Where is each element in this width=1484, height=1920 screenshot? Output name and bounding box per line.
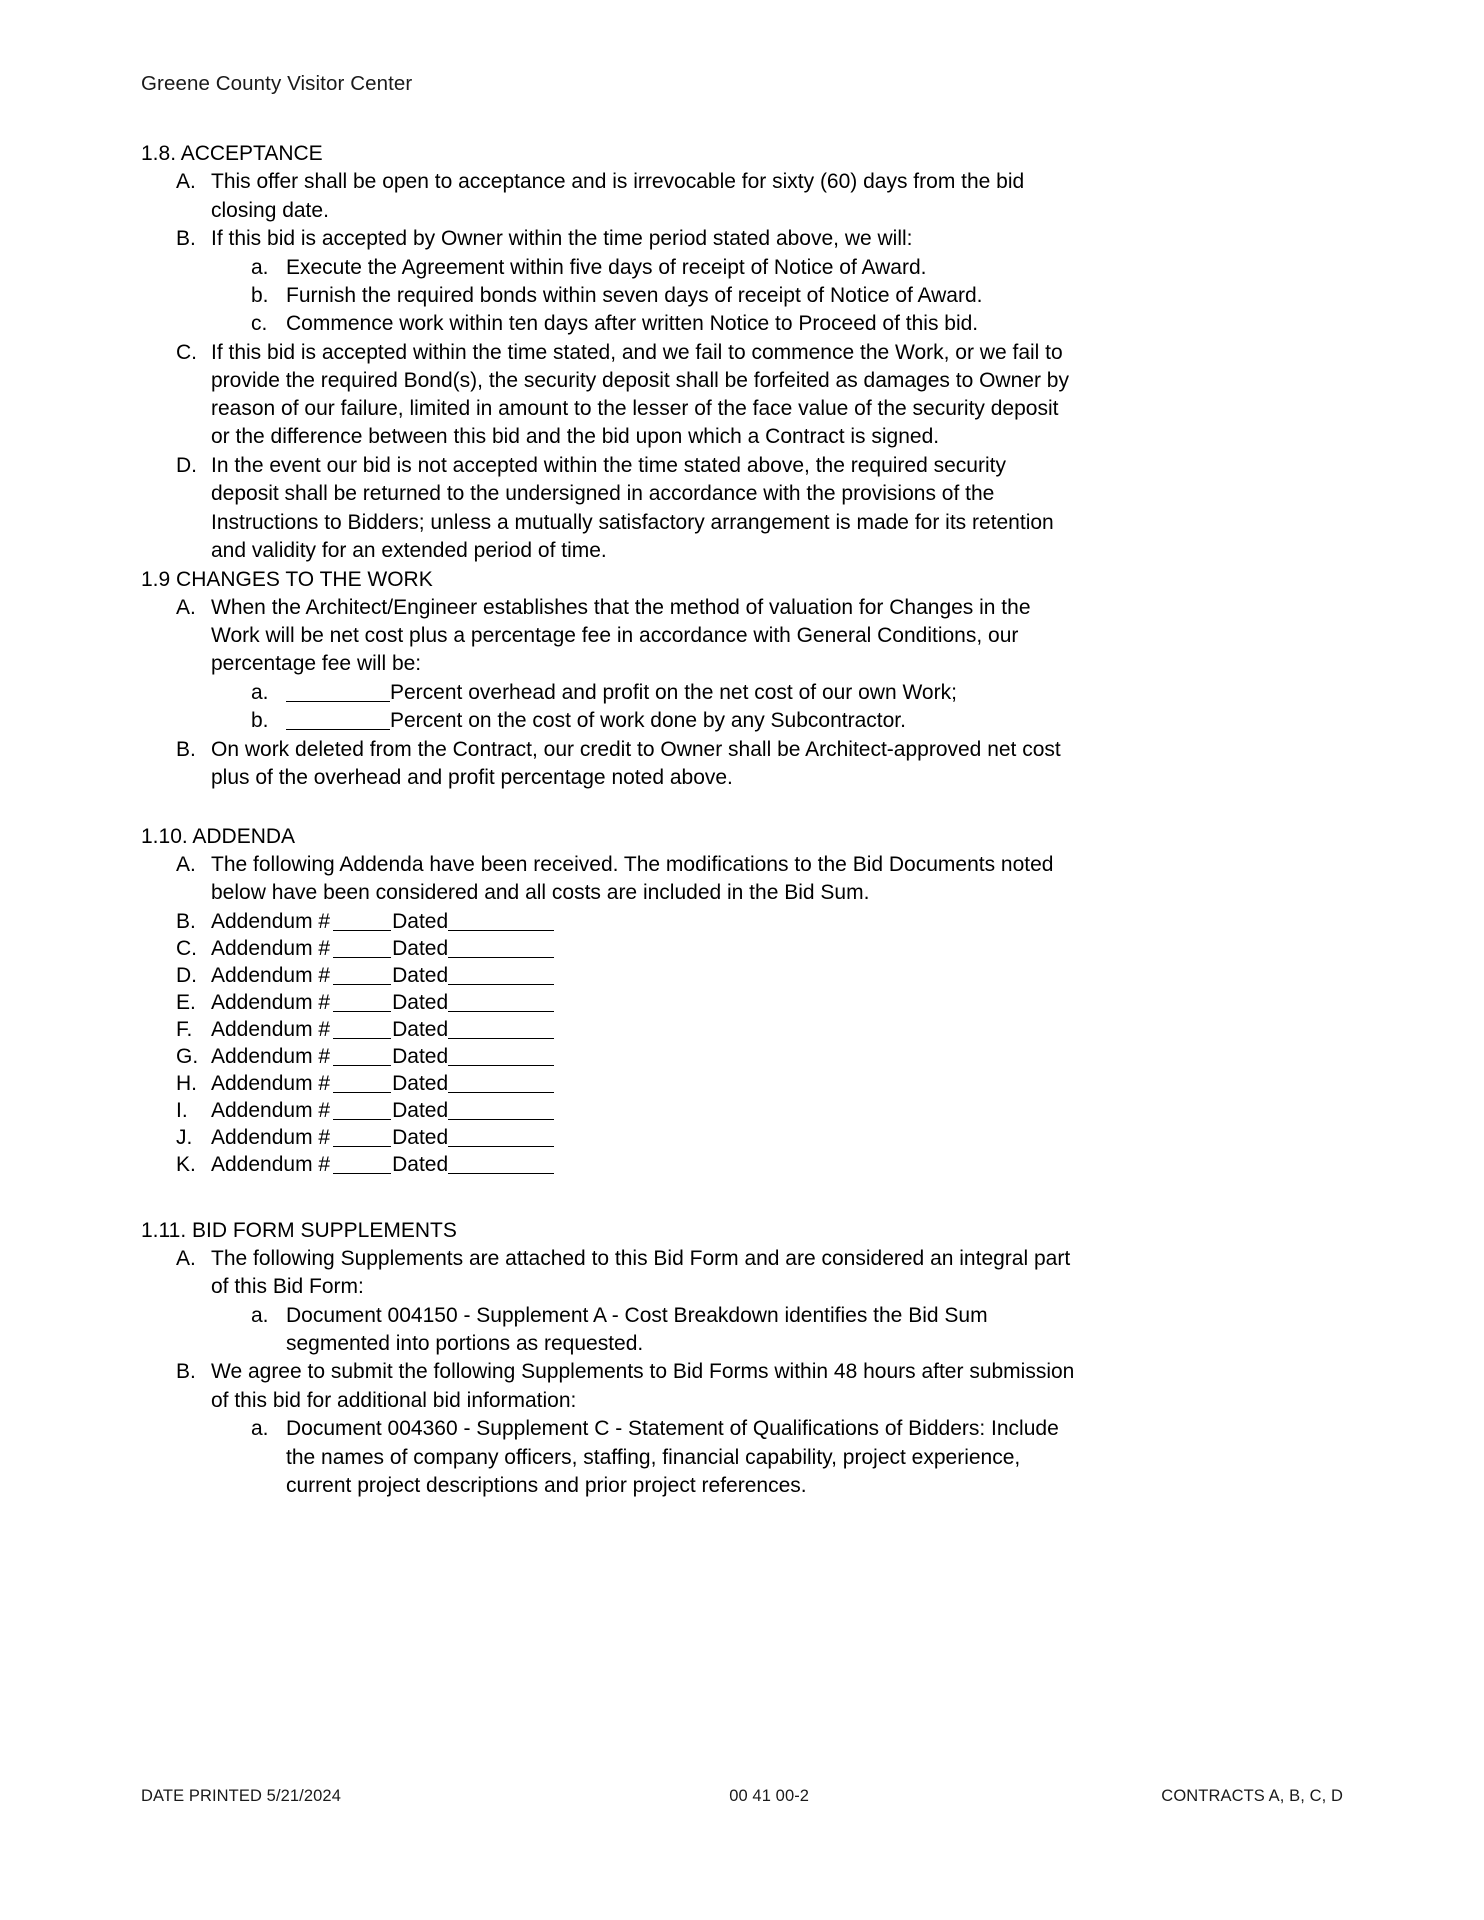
addendum-number-blank[interactable] <box>333 1173 391 1174</box>
list-item <box>141 225 1076 253</box>
list-item <box>141 282 1076 310</box>
list-marker: G. <box>176 1045 199 1069</box>
addendum-number-label: Addendum # <box>211 1153 331 1177</box>
addendum-row <box>141 1097 1076 1124</box>
section-list-supplements-a <box>141 1245 1076 1301</box>
addendum-date-blank[interactable] <box>448 1011 554 1012</box>
list-marker: I. <box>176 1099 188 1123</box>
list-marker: A. <box>176 595 196 619</box>
list-marker: C. <box>176 936 197 960</box>
list-item <box>141 168 1076 224</box>
section-list-addenda-intro <box>141 851 1076 907</box>
list-item <box>141 1302 1076 1358</box>
list-item <box>141 254 1076 282</box>
addendum-dated-label: Dated <box>392 991 449 1015</box>
addendum-date-blank[interactable] <box>448 1119 554 1120</box>
list-marker: a. <box>251 1417 269 1441</box>
list-item <box>141 1245 1076 1301</box>
list-item <box>141 707 1076 735</box>
list-marker: B. <box>176 1360 196 1384</box>
list-item <box>141 736 1076 792</box>
section-heading-changes-to-the-work: 1.9 CHANGES TO THE WORK <box>141 567 433 591</box>
list-marker: A. <box>176 852 196 876</box>
section-spacer <box>141 1179 1076 1217</box>
list-marker: A. <box>176 170 196 194</box>
list-marker: a. <box>251 1303 269 1327</box>
addendum-number-blank[interactable] <box>333 1092 391 1093</box>
list-marker: b. <box>251 709 269 733</box>
addendum-dated-label: Dated <box>392 1045 449 1069</box>
addendum-dated-label: Dated <box>392 1153 449 1177</box>
document-header: Greene County Visitor Center <box>141 72 413 95</box>
addendum-row <box>141 1043 1076 1070</box>
addenda-list <box>141 908 1076 1179</box>
list-item-text: When the Architect/Engineer establishes that the method of valuation for Changes in the Work will be net cost plus a percentage fee in accordance with General Conditions, our percentage fee will be: <box>211 595 1031 676</box>
list-item-text: Execute the Agreement within five days of receipt of Notice of Award. <box>286 256 927 279</box>
addendum-number-blank[interactable] <box>333 1119 391 1120</box>
addendum-number-blank[interactable] <box>333 1038 391 1039</box>
addendum-number-label: Addendum # <box>211 909 331 933</box>
section-spacer <box>141 793 1076 823</box>
addendum-number-blank[interactable] <box>333 1146 391 1147</box>
list-item-text: Furnish the required bonds within seven days of receipt of Notice of Award. <box>286 284 983 308</box>
list-item-text: Commence work within ten days after written Notice to Proceed of this bid. <box>286 312 979 336</box>
addendum-date-blank[interactable] <box>448 930 554 931</box>
addendum-number-label: Addendum # <box>211 1045 331 1069</box>
addendum-number-label: Addendum # <box>211 1018 331 1042</box>
list-item-text: If this bid is accepted by Owner within the time period stated above, we will: <box>211 227 913 251</box>
list-marker: B. <box>176 227 196 251</box>
addendum-number-label: Addendum # <box>211 991 331 1015</box>
section-list-supplements-b <box>141 1358 1076 1414</box>
addendum-date-blank[interactable] <box>448 1146 554 1147</box>
addendum-dated-label: Dated <box>392 1099 449 1123</box>
section-heading-acceptance: 1.8. ACCEPTANCE <box>141 142 323 165</box>
addendum-date-blank[interactable] <box>448 1038 554 1039</box>
addendum-number-blank[interactable] <box>333 1011 391 1012</box>
list-item-text: Document 004360 - Supplement C - Statement of Qualifications of Bidders: Include the names of company officers, staffing, financial capability, project experience, current project descriptions and prior project references. <box>286 1417 1059 1497</box>
section-list-acceptance-cd <box>141 339 1076 565</box>
list-item-text: This offer shall be open to acceptance and is irrevocable for sixty (60) days from the bid closing date. <box>211 170 1025 222</box>
list-marker: H. <box>176 1072 197 1096</box>
list-item-text: The following Addenda have been received. The modifications to the Bid Documents noted below have been considered and all costs are included in the Bid Sum. <box>211 852 1054 905</box>
addendum-row <box>141 1016 1076 1043</box>
list-item-text: Percent overhead and profit on the net cost of our own Work; <box>390 681 957 705</box>
list-item-text: Percent on the cost of work done by any Subcontractor. <box>390 709 906 733</box>
list-item-text: We agree to submit the following Supplements to Bid Forms within 48 hours after submission of this bid for additional bid information: <box>211 1360 1075 1412</box>
addendum-date-blank[interactable] <box>448 957 554 958</box>
list-item-text: On work deleted from the Contract, our credit to Owner shall be Architect-approved net cost plus of the overhead and profit percentage noted above. <box>211 737 1061 789</box>
addendum-row <box>141 1124 1076 1151</box>
section-list-acceptance <box>141 168 1076 253</box>
list-marker: a. <box>251 256 269 279</box>
addendum-number-label: Addendum # <box>211 1126 331 1150</box>
list-item-text: Document 004150 - Supplement A - Cost Breakdown identifies the Bid Sum segmented into portions as requested. <box>286 1303 988 1356</box>
list-item <box>141 452 1076 565</box>
list-item-text: If this bid is accepted within the time stated, and we fail to commence the Work, or we fail to provide the required Bond(s), the security deposit shall be forfeited as damages to Owner by reason of our failure, limited in amount to the lesser of the face value of the security deposit or the difference between this bid and the bid upon which a Contract is signed. <box>211 340 1069 449</box>
list-item-text: In the event our bid is not accepted within the time stated above, the required security deposit shall be returned to the undersigned in accordance with the provisions of the Instructions to Bidders; unless a mutually satisfactory arrangement is made for its retention and validity for an extended period of time. <box>211 454 1054 562</box>
sublist-supplement-a <box>141 1302 1076 1358</box>
list-item <box>141 679 1076 707</box>
addendum-date-blank[interactable] <box>448 1065 554 1066</box>
list-marker: J. <box>176 1126 193 1150</box>
addendum-number-blank[interactable] <box>333 1065 391 1066</box>
percent-fill-in-blank[interactable] <box>286 701 390 702</box>
addendum-row <box>141 1151 1076 1178</box>
section-list-changes <box>141 594 1076 679</box>
addendum-number-blank[interactable] <box>333 957 391 958</box>
list-marker: D. <box>176 454 197 478</box>
document-footer <box>141 1787 1343 1806</box>
addendum-date-blank[interactable] <box>448 984 554 985</box>
list-item <box>141 851 1076 907</box>
list-marker: E. <box>176 991 196 1015</box>
addendum-dated-label: Dated <box>392 936 449 960</box>
list-item <box>141 339 1076 452</box>
sublist-supplement-c <box>141 1415 1076 1500</box>
section-heading-addenda: 1.10. ADDENDA <box>141 824 296 848</box>
addendum-row <box>141 1070 1076 1097</box>
addendum-number-label: Addendum # <box>211 1072 331 1096</box>
list-marker: a. <box>251 681 269 705</box>
addendum-date-blank[interactable] <box>448 1173 554 1174</box>
list-marker: B. <box>176 909 196 933</box>
addendum-dated-label: Dated <box>392 963 449 987</box>
addendum-date-blank[interactable] <box>448 1092 554 1093</box>
addendum-dated-label: Dated <box>392 1072 449 1096</box>
footer-date-printed: DATE PRINTED 5/21/2024 <box>141 1787 341 1805</box>
list-marker: K. <box>176 1153 196 1177</box>
list-marker: D. <box>176 963 197 987</box>
list-marker: b. <box>251 284 269 308</box>
list-item <box>141 1415 1076 1500</box>
addendum-number-label: Addendum # <box>211 936 331 960</box>
list-item <box>141 594 1076 679</box>
percent-fill-in-blank[interactable] <box>286 729 390 730</box>
addendum-number-blank[interactable] <box>333 930 391 931</box>
addendum-number-blank[interactable] <box>333 984 391 985</box>
document-body <box>141 140 1076 1500</box>
list-item <box>141 1358 1076 1414</box>
list-marker: B. <box>176 737 196 761</box>
addendum-number-label: Addendum # <box>211 1099 331 1123</box>
footer-contracts: CONTRACTS A, B, C, D <box>1161 1787 1343 1805</box>
addendum-row <box>141 989 1076 1016</box>
list-marker: F. <box>176 1018 193 1042</box>
list-marker: A. <box>176 1246 196 1270</box>
section-heading-bid-form-supplements: 1.11. BID FORM SUPPLEMENTS <box>141 1218 457 1242</box>
footer-page-number: 00 41 00-2 <box>729 1787 810 1805</box>
addendum-row <box>141 908 1076 935</box>
addendum-row <box>141 962 1076 989</box>
list-marker: c. <box>251 312 268 336</box>
addendum-number-label: Addendum # <box>211 963 331 987</box>
list-item <box>141 310 1076 338</box>
list-marker: C. <box>176 340 197 364</box>
sublist-percentage-fee <box>141 679 1076 735</box>
addendum-dated-label: Dated <box>392 909 449 933</box>
list-item-text: The following Supplements are attached to this Bid Form and are considered an integral part of this Bid Form: <box>211 1246 1071 1299</box>
addendum-dated-label: Dated <box>392 1126 449 1150</box>
sublist-acceptance-b <box>141 254 1076 339</box>
addendum-dated-label: Dated <box>392 1018 449 1042</box>
section-list-changes-b <box>141 736 1076 792</box>
addendum-row <box>141 935 1076 962</box>
